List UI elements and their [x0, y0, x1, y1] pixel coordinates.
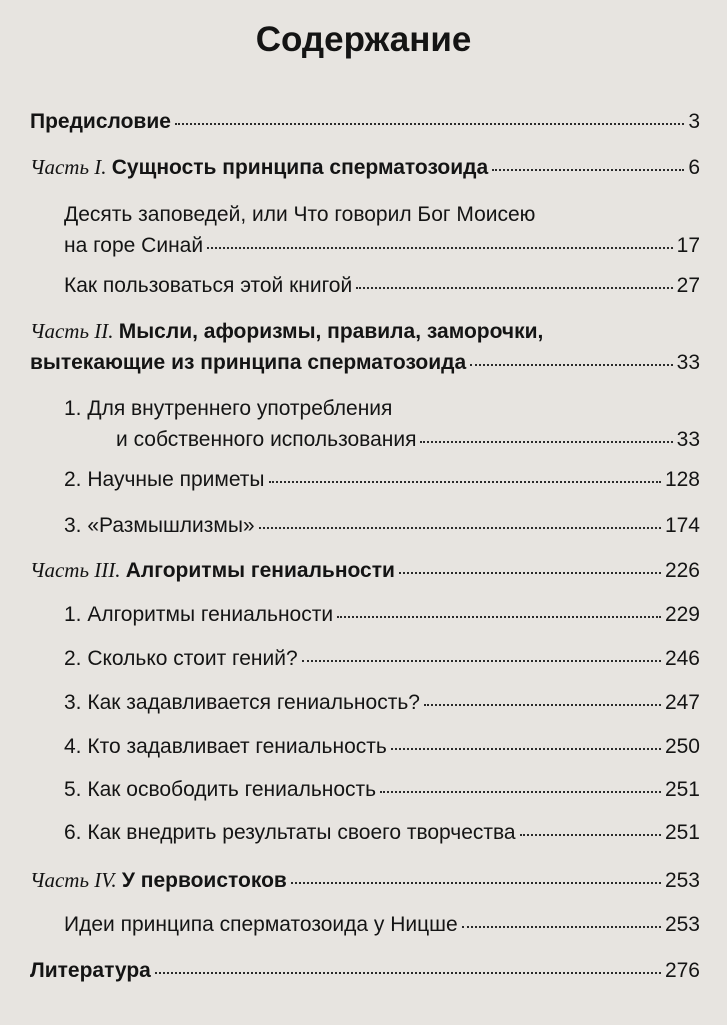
toc-entry-label: 1. Алгоритмы гениальности [64, 603, 334, 626]
toc-part-4[interactable] [30, 865, 700, 896]
toc-part-2-title [30, 316, 700, 347]
toc-page-number: 174 [664, 514, 700, 537]
dot-leader [337, 616, 661, 618]
toc-part-1[interactable] [30, 152, 700, 183]
dot-leader [291, 882, 661, 884]
dot-leader [520, 834, 661, 836]
toc-page-number: 128 [664, 468, 700, 491]
dot-leader [470, 364, 673, 366]
page-title: Содержание [255, 20, 472, 59]
dot-leader [391, 748, 661, 750]
toc-page-number: 6 [688, 156, 700, 179]
toc-entry-label: 3. Как задавливается гениальность? [64, 691, 420, 714]
dot-leader [380, 791, 661, 793]
toc-entry-ten-commandments[interactable] [64, 230, 700, 261]
toc-page-number: 33 [676, 351, 700, 374]
dot-leader [399, 572, 661, 574]
toc-page-number: 276 [664, 959, 700, 982]
toc-entry-who-suppresses[interactable] [64, 731, 700, 762]
toc-entry-label: 5. Как освободить гениальность [64, 778, 377, 801]
toc-page-number: 229 [664, 603, 700, 626]
toc-entry-label: 4. Кто задавливает гениальность [64, 735, 387, 758]
toc-entry-label: Предисловие [30, 110, 171, 133]
part-title: Сущность принципа сперматозоида [111, 156, 489, 179]
dot-leader [259, 527, 661, 529]
toc-entry-scientific-omens[interactable] [64, 464, 700, 495]
toc-entry-implement-results[interactable] [64, 817, 700, 848]
part-title-cont: вытекающие из принципа сперматозоида [30, 351, 467, 374]
toc-entry-label: 6. Как внедрить результаты своего творчества [64, 821, 516, 844]
dot-leader [420, 441, 672, 443]
toc-entry-label-cont: на горе Синай [64, 234, 204, 257]
part-prefix: Часть IV. [30, 868, 117, 892]
toc-page-number: 250 [664, 735, 700, 758]
toc-entry-preface[interactable] [30, 106, 700, 137]
toc-entry-label: Как пользоваться этой книгой [64, 274, 353, 297]
dot-leader [207, 247, 673, 249]
toc-page-number: 33 [676, 428, 700, 451]
toc-entry-label-cont: и собственного использования [116, 428, 417, 451]
dot-leader [302, 660, 661, 662]
toc-entry-label: Идеи принципа сперматозоида у Ницше [64, 913, 458, 936]
dot-leader [462, 926, 661, 928]
part-prefix: Часть I. [30, 155, 107, 179]
toc-page-number: 3 [688, 110, 700, 133]
toc-page-number: 251 [664, 778, 700, 801]
toc-entry-literature[interactable] [30, 955, 700, 986]
dot-leader [492, 169, 684, 171]
part-prefix: Часть III. [30, 558, 121, 582]
toc-page-number: 17 [676, 234, 700, 257]
toc-entry-algorithms[interactable] [64, 599, 700, 630]
toc-page-number: 226 [664, 559, 700, 582]
toc-entry-genius-cost[interactable] [64, 643, 700, 674]
part-title: У первоистоков [121, 869, 287, 892]
toc-page-number: 246 [664, 647, 700, 670]
toc-entry-how-to-use[interactable] [64, 270, 700, 301]
toc-entry-razmyshlizmy[interactable] [64, 510, 700, 541]
toc-page-number: 253 [664, 913, 700, 936]
dot-leader [175, 123, 684, 125]
toc-part-3[interactable] [30, 555, 700, 586]
part-title: Мысли, афоризмы, правила, заморочки, [118, 320, 544, 343]
dot-leader [155, 972, 661, 974]
toc-page-number: 27 [676, 274, 700, 297]
toc-entry-nietzsche[interactable] [64, 909, 700, 940]
dot-leader [424, 704, 661, 706]
toc-entry-free-genius[interactable] [64, 774, 700, 805]
toc-entry-internal-use[interactable] [116, 424, 700, 455]
toc-entry-label: 3. «Размышлизмы» [64, 514, 255, 537]
toc-entry-label: 2. Сколько стоит гений? [64, 647, 298, 670]
toc-entry-label: 2. Научные приметы [64, 468, 265, 491]
dot-leader [269, 481, 661, 483]
dot-leader [356, 287, 672, 289]
toc-entry-label: Десять заповедей, или Что говорил Бог Моисею [64, 203, 536, 226]
toc-page-number: 247 [664, 691, 700, 714]
toc-page-number: 253 [664, 869, 700, 892]
toc-entry-label: Литература [30, 959, 151, 982]
toc-entry-label: 1. Для внутреннего употребления [64, 397, 393, 420]
toc-page-number: 251 [664, 821, 700, 844]
part-title: Алгоритмы гениальности [125, 559, 395, 582]
toc-entry-genius-suppressed[interactable] [64, 687, 700, 718]
part-prefix: Часть II. [30, 319, 114, 343]
toc-part-2[interactable] [30, 347, 700, 378]
